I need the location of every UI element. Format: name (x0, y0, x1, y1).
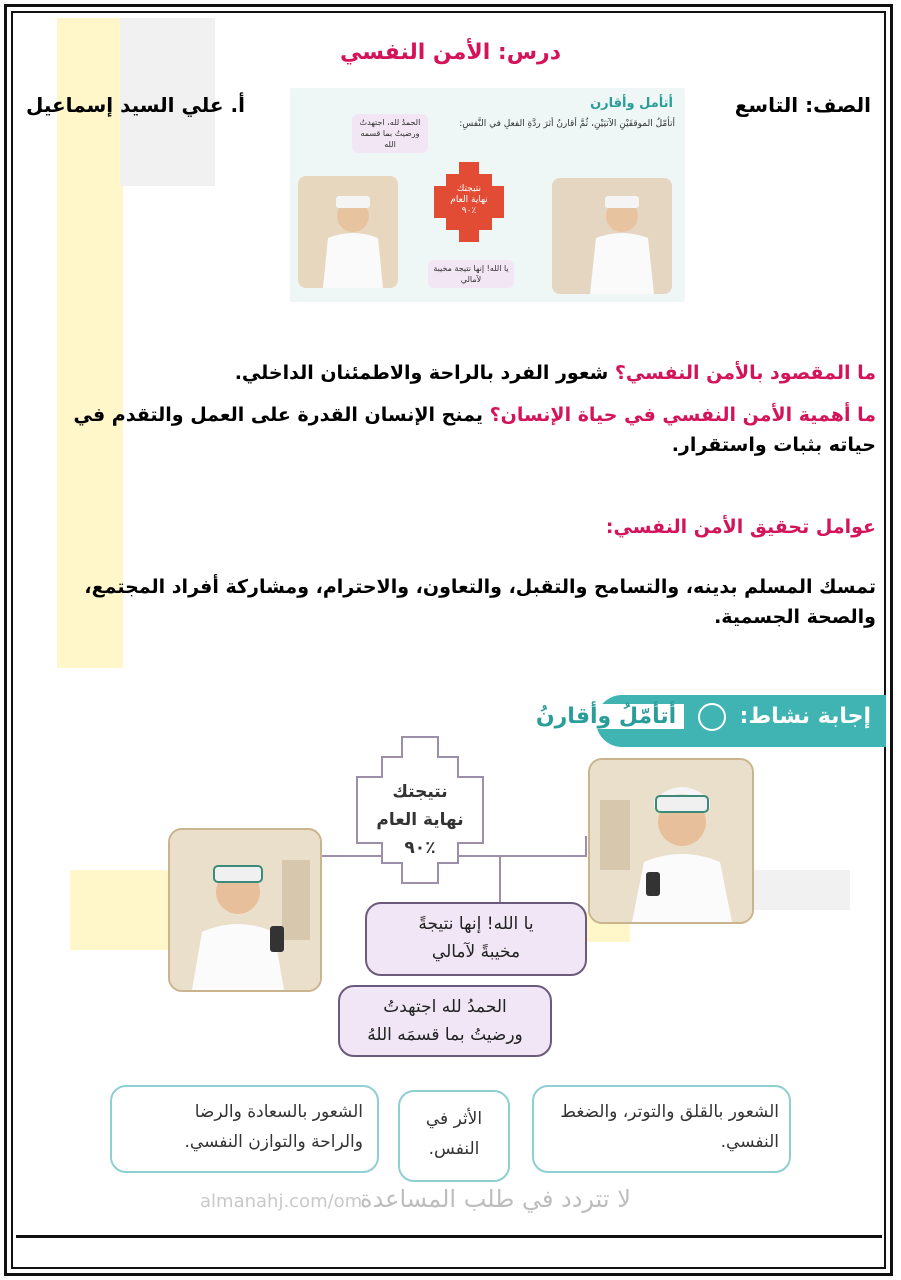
lesson-title: درس: الأمن النفسي (339, 40, 562, 65)
photo-student-phone (588, 758, 754, 924)
speech-bubble-grateful (338, 985, 552, 1057)
footer-source: almanahj.com/om (200, 1191, 363, 1212)
mini-center-l2: نهاية العام (450, 195, 488, 205)
effect-negative-l2: النفسي. (720, 1132, 779, 1152)
speech-bubble-disappointed (365, 902, 587, 976)
question-importance-label: ما أهمية الأمن النفسي في حياة الإنسان؟ (489, 404, 876, 426)
mini-heading-text: أتأمل وأقارن (590, 96, 673, 111)
effect-box-label (398, 1090, 510, 1182)
effect-positive-l1: الشعور بالسعادة والرضا (194, 1102, 363, 1122)
effect-box-positive (110, 1085, 379, 1173)
banner-title: أتأمّلُ وأقارنُ (528, 704, 684, 729)
photo-student-grateful (168, 828, 322, 992)
banner-prefix: إجابة نشاط: (739, 704, 871, 729)
speech-grateful-l2: ورضيتُ بما قسمَه اللهُ (367, 1025, 523, 1045)
effect-positive-l2: والراحة والتوازن النفسي. (184, 1132, 363, 1152)
question-meaning-answer: شعور الفرد بالراحة والاطمئنان الداخلي. (234, 362, 615, 384)
effect-label-l2: النفس. (428, 1139, 480, 1159)
mini-instruction: أتأمّلُ الموقفَيْنِ الآتيَيْنِ، ثُمَّ أقارنُ أثرَ ردَّةِ الفعلِ في النَّفسِ: (459, 119, 675, 129)
effect-negative-l1: الشعور بالقلق والتوتر، والضغط (560, 1102, 779, 1122)
mini-bubble-bottom: يا الله! إنها نتيجة مخيبة لآمالي (428, 260, 514, 288)
speech-grateful-l1: الحمدُ لله اجتهدتُ (383, 997, 507, 1017)
footer-text: لا تتردد في طلب المساعدة (360, 1185, 631, 1213)
effect-box-negative (532, 1085, 791, 1173)
student-disappointed-illustration (590, 760, 752, 922)
activity-center-text (355, 778, 485, 862)
mini-bubble-top: الحمدُ لله، اجتهدتُ ورضيتُ بما قسمه الله (352, 114, 428, 153)
effect-label-l1: الأثر في (425, 1109, 483, 1129)
mini-center-l3: ٪٩٠ (461, 206, 477, 216)
question-importance-answer: يمنح الإنسان القدرة على العمل والتقدم في حياته بثبات واستقرار. (73, 404, 876, 456)
student-grateful-illustration (170, 830, 320, 990)
factors-text: تمسك المسلم بدينه، والتسامح والتقبل، والتعاون، والاحترام، ومشاركة أفراد المجتمع، والصحة الجسمية. (84, 576, 876, 628)
center-label-result: نتيجتك (392, 782, 448, 802)
mini-center-l1: نتيجتك (456, 184, 482, 194)
speech-disappointed-l2: مخيبةً لآمالي (431, 942, 521, 962)
factors-heading: عوامل تحقيق الأمن النفسي: (605, 516, 876, 538)
question-meaning-label: ما المقصود بالأمن النفسي؟ (614, 362, 876, 384)
center-label-year-end: نهاية العام (376, 810, 464, 830)
footer-watermark (0, 1185, 901, 1225)
speech-disappointed-l1: يا الله! إنها نتيجةً (418, 914, 534, 934)
grade-label: الصف: التاسع (734, 93, 871, 117)
footer-rule (16, 1235, 882, 1238)
teacher-name: أ. علي السيد إسماعيل (26, 93, 245, 117)
center-label-percent: ٪٩٠ (404, 838, 436, 858)
